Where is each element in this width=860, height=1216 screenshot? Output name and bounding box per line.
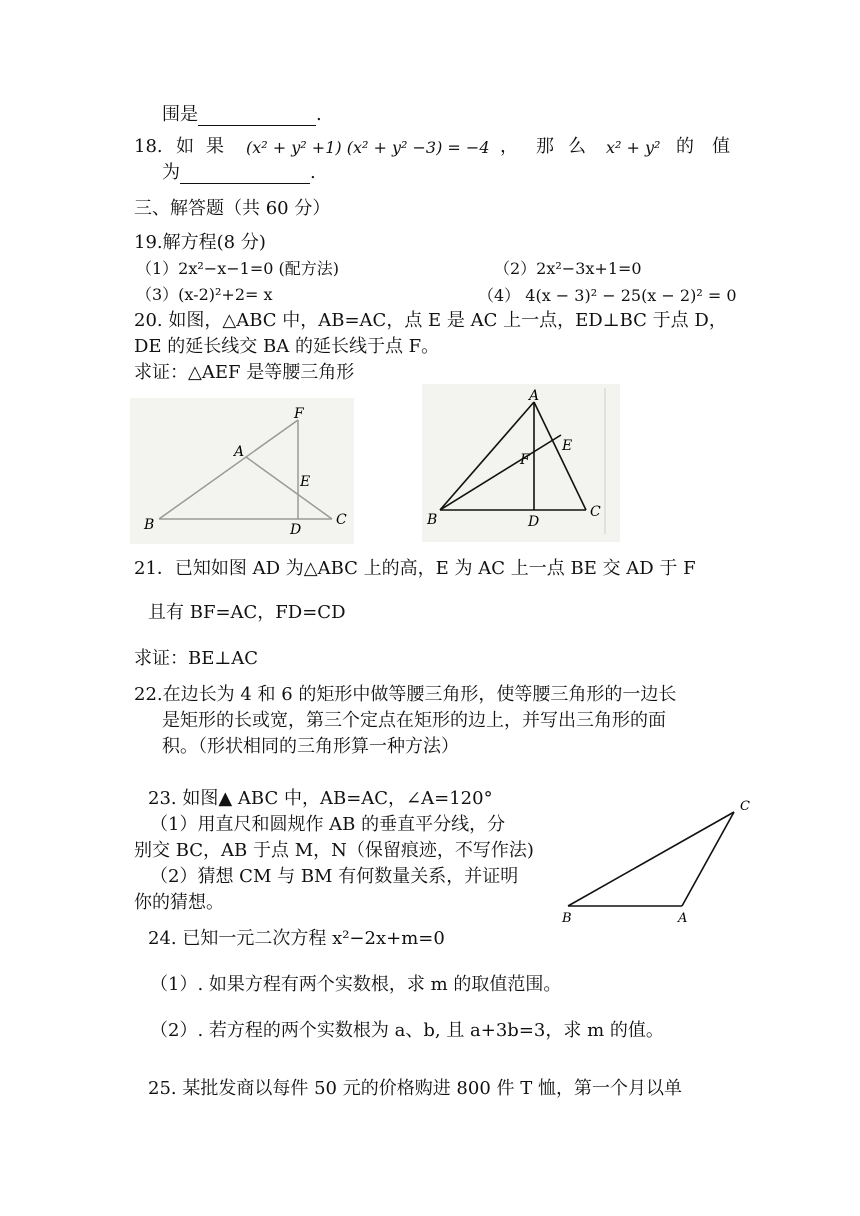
label-e: E [562, 438, 573, 454]
q20-figure-right [422, 384, 620, 542]
label-b: B [144, 517, 155, 533]
q18-line2-prefix: 为 [162, 162, 180, 183]
label-e: E [300, 474, 311, 490]
q20-figure-left [130, 398, 354, 544]
figure-background [130, 398, 354, 544]
label-f: F [520, 452, 530, 468]
q17-prefix: 围是 [162, 104, 198, 125]
q18-word: 么 [568, 136, 586, 157]
q20-line1: 20. 如图，△ABC 中，AB=AC，点 E 是 AC 上一点，ED⊥BC 于点 D， [134, 310, 727, 331]
q19-title: 19.解方程(8 分) [134, 232, 266, 253]
q24-line3: （2）. 若方程的两个实数根为 a、b, 且 a+3b=3，求 m 的值。 [150, 1020, 664, 1041]
q24-line2: （1）. 如果方程有两个实数根，求 m 的取值范围。 [150, 974, 562, 995]
q25-line1: 25. 某批发商以每件 50 元的价格购进 800 件 T 恤，第一个月以单 [148, 1078, 682, 1099]
segment-bc [568, 812, 734, 906]
q17-tail [162, 104, 322, 126]
q22-line3: 积。（形状相同的三角形算一种方法） [162, 736, 459, 757]
q19-part1: （1）2x²−x−1=0 (配方法) [136, 259, 339, 278]
label-b: B [562, 911, 572, 926]
q18-line2 [162, 162, 316, 184]
q18-expression: (x² + y² +1) (x² + y² −3) = −4 [246, 138, 490, 157]
q18-comma: ， [500, 136, 518, 157]
answer-blank [180, 165, 310, 184]
q22-line1: 22.在边长为 4 和 6 的矩形中做等腰三角形，使等腰三角形的一边长 [134, 684, 677, 705]
section-heading: 三、解答题（共 60 分） [134, 198, 331, 219]
q20-line2: DE 的延长线交 BA 的延长线于点 F。 [134, 336, 440, 357]
q21-line1: 21．已知如图 AD 为△ABC 上的高，E 为 AC 上一点 BE 交 AD 于 F [134, 558, 696, 579]
label-f: F [294, 406, 304, 422]
label-c: C [336, 512, 347, 528]
q23-line2: （1）用直尺和圆规作 AB 的垂直平分线，分 [150, 814, 506, 835]
q18-number: 18. [134, 136, 163, 157]
q24-line1: 24. 已知一元二次方程 x²−2x+m=0 [148, 928, 445, 949]
q23-line1: 23. 如图▲ ABC 中，AB=AC，∠A=120° [148, 788, 493, 809]
q23-line3: 别交 BC，AB 于点 M，N（保留痕迹，不写作法) [134, 840, 534, 861]
q18-word: 值 [712, 136, 730, 157]
q19-part3: （3）(x-2)²+2= x [136, 285, 273, 304]
q18-word: 果 [206, 136, 224, 157]
q18-expression-2: x² + y² [606, 138, 661, 157]
q19-part4: （4） 4(x − 3)² − 25(x − 2)² = 0 [478, 286, 737, 305]
q18-word: 如 [176, 136, 194, 157]
q18-word: 的 [676, 136, 694, 157]
label-a: A [529, 388, 540, 404]
q18-word: 那 [536, 136, 554, 157]
q23-line4: （2）猜想 CM 与 BM 有何数量关系，并证明 [150, 866, 519, 887]
q18-line2-suffix: . [310, 162, 316, 183]
label-c: C [590, 504, 601, 520]
answer-blank [198, 107, 316, 126]
q23-figure [556, 792, 756, 928]
label-d: D [528, 514, 540, 530]
q21-line2: 且有 BF=AC，FD=CD [148, 602, 346, 623]
label-d: D [290, 522, 302, 538]
label-a: A [678, 911, 688, 926]
q22-line2: 是矩形的长或宽，第三个定点在矩形的边上，并写出三角形的面 [162, 710, 666, 731]
q19-part2: （2）2x²−3x+1=0 [494, 259, 642, 278]
q17-suffix: . [316, 104, 322, 125]
label-b: B [427, 512, 438, 528]
q23-line5: 你的猜想。 [134, 892, 224, 913]
label-c: C [740, 799, 750, 814]
q20-line3: 求证：△AEF 是等腰三角形 [134, 362, 355, 383]
label-a: A [234, 444, 245, 460]
q21-line3: 求证：BE⊥AC [134, 648, 259, 669]
